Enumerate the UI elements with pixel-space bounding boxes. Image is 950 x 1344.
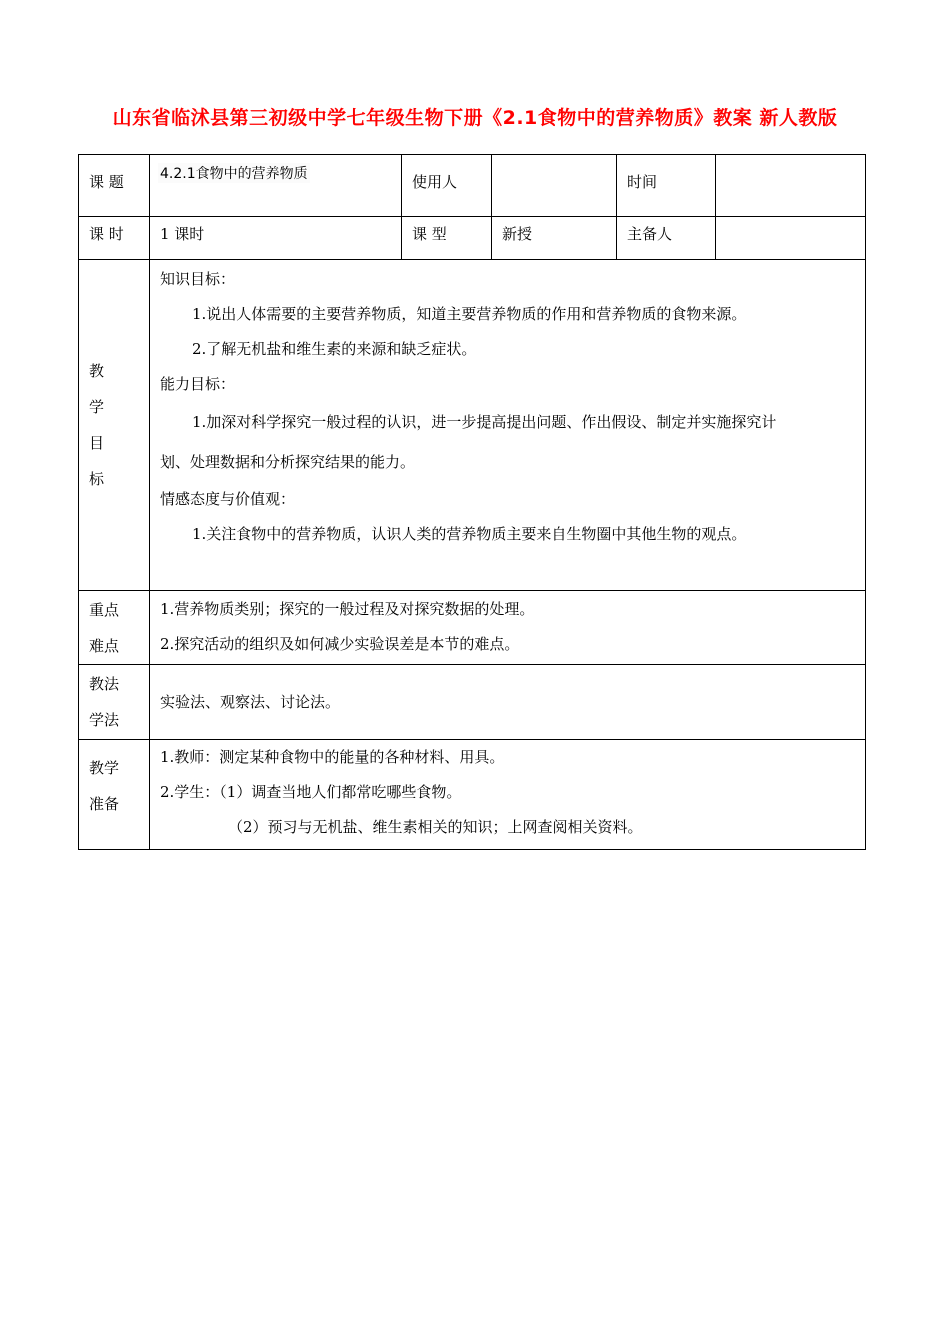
methods-label <box>79 665 149 738</box>
key-points-label-line: 重点 <box>89 601 120 619</box>
knowledge-heading: 知识目标： <box>160 270 236 288</box>
type-value-cell <box>492 217 617 260</box>
document-title: 山东省临沭县第三初级中学七年级生物下册《2.1食物中的营养物质》教案 新人教版 <box>112 107 838 129</box>
row-hours <box>79 217 866 260</box>
preparer-value <box>716 217 865 223</box>
preparation-content-cell <box>150 740 866 850</box>
time-label: 时间 <box>627 173 658 191</box>
key-points-label-line: 难点 <box>89 637 120 655</box>
preparation-line: （2）预习与无机盐、维生素相关的知识；上网查阅相关资料。 <box>228 818 643 836</box>
topic-value-cell <box>150 155 402 217</box>
row-preparation <box>79 740 866 850</box>
preparation-line: 2.学生：（1）调查当地人们都常吃哪些食物。 <box>160 783 462 801</box>
preparer-label: 主备人 <box>627 225 673 243</box>
hours-value: 1 课时 <box>160 225 205 243</box>
preparation-label-line: 准备 <box>89 795 120 813</box>
row-methods <box>79 665 866 740</box>
hours-value-cell <box>150 217 402 260</box>
topic-label: 课 题 <box>89 173 124 191</box>
methods-label-line: 教法 <box>89 675 120 693</box>
preparer-label-cell <box>617 217 716 260</box>
user-label-cell <box>402 155 492 217</box>
time-value-cell <box>716 155 866 217</box>
time-label-cell <box>617 155 716 217</box>
type-value: 新授 <box>502 225 533 243</box>
methods-label-cell <box>79 665 150 740</box>
user-value-cell <box>492 155 617 217</box>
knowledge-item: 1.说出人体需要的主要营养物质，知道主要营养物质的作用和营养物质的食物来源。 <box>192 305 747 323</box>
hours-label: 课 时 <box>89 225 124 243</box>
row-topic <box>79 155 866 217</box>
ability-item-line2: 划、处理数据和分析探究结果的能力。 <box>160 453 416 471</box>
emotion-heading: 情感态度与价值观： <box>160 490 296 508</box>
preparer-value-cell <box>716 217 866 260</box>
lesson-plan-table <box>78 154 866 850</box>
emotion-item: 1.关注食物中的营养物质，认识人类的营养物质主要来自生物圈中其他生物的观点。 <box>192 525 747 543</box>
ability-heading: 能力目标： <box>160 375 236 393</box>
type-label: 课 型 <box>412 225 447 243</box>
type-label-cell <box>402 217 492 260</box>
knowledge-item: 2.了解无机盐和维生素的来源和缺乏症状。 <box>192 340 477 358</box>
methods-text: 实验法、观察法、讨论法。 <box>160 692 341 711</box>
preparation-label-cell <box>79 740 150 850</box>
objectives-label-char: 标 <box>89 470 105 488</box>
objectives-label-char: 教 <box>89 362 105 380</box>
objectives-label-cell <box>79 260 150 591</box>
objectives-content-cell <box>150 260 866 591</box>
ability-item-line1: 1.加深对科学探究一般过程的认识，进一步提高提出问题、作出假设、制定并实施探究计 <box>192 413 777 431</box>
preparation-label <box>79 740 149 822</box>
topic-value: 4.2.1食物中的营养物质 <box>158 163 310 183</box>
preparation-label-line: 教学 <box>89 759 120 777</box>
row-objectives <box>79 260 866 591</box>
methods-content-cell <box>150 665 866 740</box>
objectives-label-char: 目 <box>89 434 105 452</box>
user-value <box>492 155 616 167</box>
topic-label-cell <box>79 155 150 217</box>
key-point-item: 2.探究活动的组织及如何减少实验误差是本节的难点。 <box>160 635 520 653</box>
methods-label-line: 学法 <box>89 711 120 729</box>
row-key-points <box>79 591 866 665</box>
objectives-label-char: 学 <box>89 398 105 416</box>
key-points-label <box>79 591 149 664</box>
user-label: 使用人 <box>412 173 458 191</box>
objectives-label <box>79 353 149 497</box>
time-value <box>716 155 865 167</box>
key-point-item: 1.营养物质类别；探究的一般过程及对探究数据的处理。 <box>160 600 535 618</box>
key-points-label-cell <box>79 591 150 665</box>
preparation-line: 1.教师：测定某种食物中的能量的各种材料、用具。 <box>160 748 505 766</box>
hours-label-cell <box>79 217 150 260</box>
key-points-content-cell <box>150 591 866 665</box>
